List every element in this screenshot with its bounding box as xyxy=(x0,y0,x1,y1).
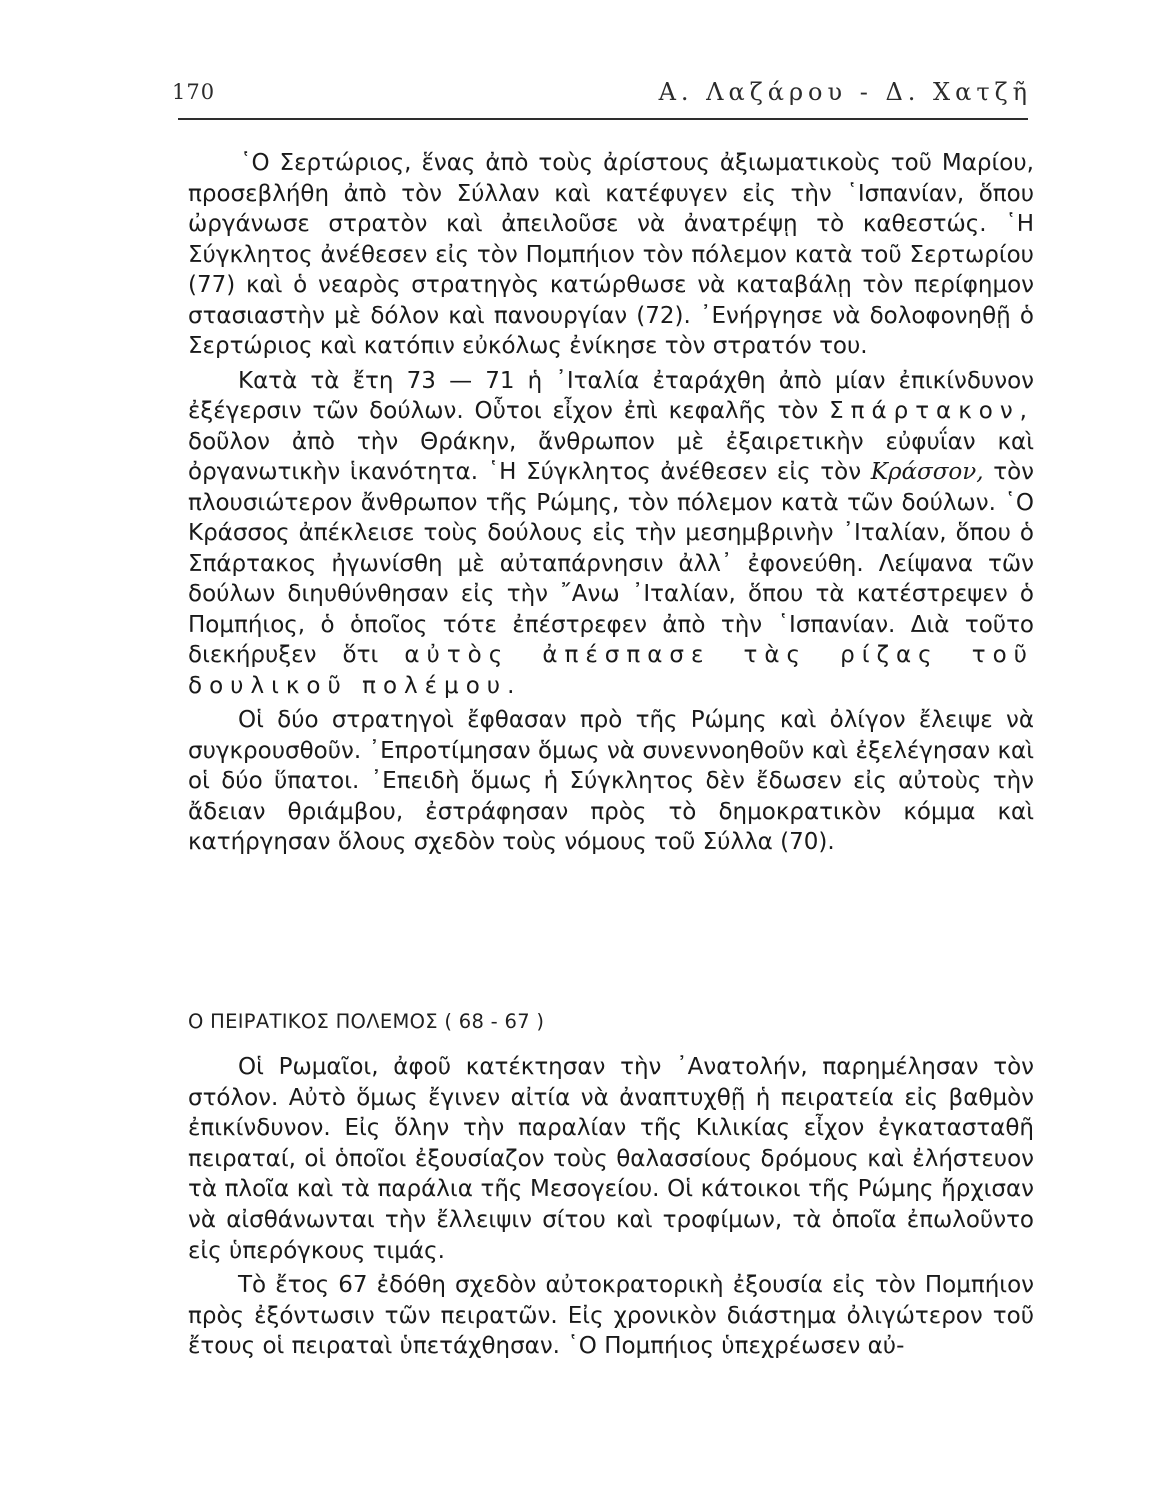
header-rule xyxy=(178,118,1028,120)
section-heading-pirate-war: Ο ΠΕΙΡΑΤΙΚΟΣ ΠΟΛΕΜΟΣ ( 68 - 67 ) xyxy=(188,1010,545,1033)
spaced-quote-claim: αὐτὸς ἀπέσπασε τὰς ρίζας τοῦ δουλικοῦ πολέμου. xyxy=(188,642,1034,699)
paragraph-sertorius: ῾Ο Σερτώριος, ἕνας ἀπὸ τοὺς ἀρίστους ἀξιωματικοὺς τοῦ Μαρίου, προσεβλήθη ἀπὸ τὸν Σύλλαν καὶ κατέφυγεν εἰς τὴν ῾Ισπανίαν, ὅπου ὠργάνωσε στρατὸν καὶ ἀπειλοῦσε νὰ ἀνατρέψῃ τὸ καθεστώς. ῾Η Σύγκλητος ἀνέθεσεν εἰς τὸν Πομπήιον τὸν πόλεμον κατὰ τοῦ Σερτωρίου (77) καὶ ὁ νεαρὸς στρατηγὸς κατώρθωσε νὰ καταβάλῃ τὸν περίφημον στασιαστὴν μὲ δόλον καὶ πανουργίαν (72). ᾿Ενήργησε νὰ δολοφονηθῇ ὁ Σερτώριος καὶ κατόπιν εὐκόλως ἐνίκησε τὸν στρατόν του. xyxy=(188,150,1034,359)
page-header xyxy=(172,74,1032,114)
spaced-name-spartakos: Σπάρτακον, xyxy=(829,398,1034,424)
paragraph-slave-revolt xyxy=(188,366,1034,702)
pirate-war-text xyxy=(188,1052,1034,1362)
paragraph-piracy: Οἱ Ρωμαῖοι, ἀφοῦ κατέκτησαν τὴν ᾿Ανατολήν, παρημέλησαν τὸν στόλον. Αὐτὸ ὅμως ἔγινεν αἰτία νὰ ἀναπτυχθῇ ἡ πειρατεία εἰς βαθμὸν ἐπικίνδυνον. Εἰς ὅλην τὴν παραλίαν τῆς Κιλικίας εἶχον ἐγκατασταθῆ πειραταί, οἱ ὁποῖοι ἐξουσίαζον τοὺς θαλασσίους δρόμους καὶ ἐλήστευον τὰ πλοῖα καὶ τὰ παράλια τῆς Μεσογείου. Οἱ κάτοικοι τῆς Ρώμης ἤρχισαν νὰ αἰσθάνωνται τὴν ἔλλειψιν σίτου καὶ τροφίμων, τὰ ὁποῖα ἐπωλοῦντο εἰς ὑπερόγκους τιμάς. xyxy=(188,1054,1034,1264)
text-run: τὸν πλουσιώτερον ἄνθρωπον τῆς Ρώμης, τὸν πόλεμον κατὰ τῶν δούλων. ῾Ο Κράσσος ἀπέκλεισε τοὺς δούλους εἰς τὴν μεσημβρινὴν ᾿Ιταλίαν, ὅπου ὁ Σπάρτακος ἠγωνίσθη μὲ αὐταπάρνησιν ἀλλ᾿ ἐφονεύθη. Λείψανα τῶν δούλων διηυθύνθησαν εἰς τὴν ῎Ανω ᾿Ιταλίαν, ὅπου τὰ κατέστρεψεν ὁ Πομπήιος, ὁ ὁποῖος τότε ἐπέστρεφεν ἀπὸ τὴν ῾Ισπανίαν. Διὰ τοῦτο διεκήρυξεν ὅτι xyxy=(188,459,1035,668)
running-head-authors: Α. Λαζάρου - Δ. Χατζῆ xyxy=(658,78,1032,106)
italic-name-krasson: Κράσσον, xyxy=(870,459,984,485)
main-text xyxy=(188,148,1034,858)
paragraph-pompey-command: Τὸ ἔτος 67 ἐδόθη σχεδὸν αὐτοκρατορικὴ ἐξουσία εἰς τὸν Πομπήιον πρὸς ἐξόντωσιν τῶν πειρατῶν. Εἰς χρονικὸν διάστημα ὀλιγώτερον τοῦ ἔτους οἱ πειραταὶ ὑπετάχθησαν. ῾Ο Πομπήιος ὑπεχρέωσεν αὐ- xyxy=(188,1272,1034,1360)
text-run: δοῦλον ἀπὸ τὴν Θράκην, ἄνθρωπον μὲ ἐξαιρετικὴν εὐφυΐαν καὶ ὀργανωτικὴν ἱκανότητα. ῾Η Σύγκλητος ἀνέθεσεν εἰς τὸν xyxy=(188,428,1034,485)
text-run: Κατὰ τὰ ἔτη 73 — 71 ἡ ᾿Ιταλία ἐταράχθη ἀπὸ μίαν ἐπικίνδυνον ἐξέγερσιν τῶν δούλων. Οὗτοι εἶχον ἐπὶ κεφαλῆς τὸν xyxy=(188,367,1034,424)
paragraph-consuls: Οἱ δύο στρατηγοὶ ἔφθασαν πρὸ τῆς Ρώμης καὶ ὀλίγον ἔλειψε νὰ συγκρουσθοῦν. ᾿Επροτίμησαν ὅμως νὰ συνεννοηθοῦν καὶ ἐξελέγησαν καὶ οἱ δύο ὕπατοι. ᾿Επειδὴ ὅμως ἡ Σύγκλητος δὲν ἔδωσεν εἰς αὐτοὺς τὴν ἄδειαν θριάμβου, ἐστράφησαν πρὸς τὸ δημοκρατικὸν κόμμα καὶ κατήργησαν ὅλους σχεδὸν τοὺς νόμους τοῦ Σύλλα (70). xyxy=(188,707,1034,855)
page-number: 170 xyxy=(172,80,216,104)
